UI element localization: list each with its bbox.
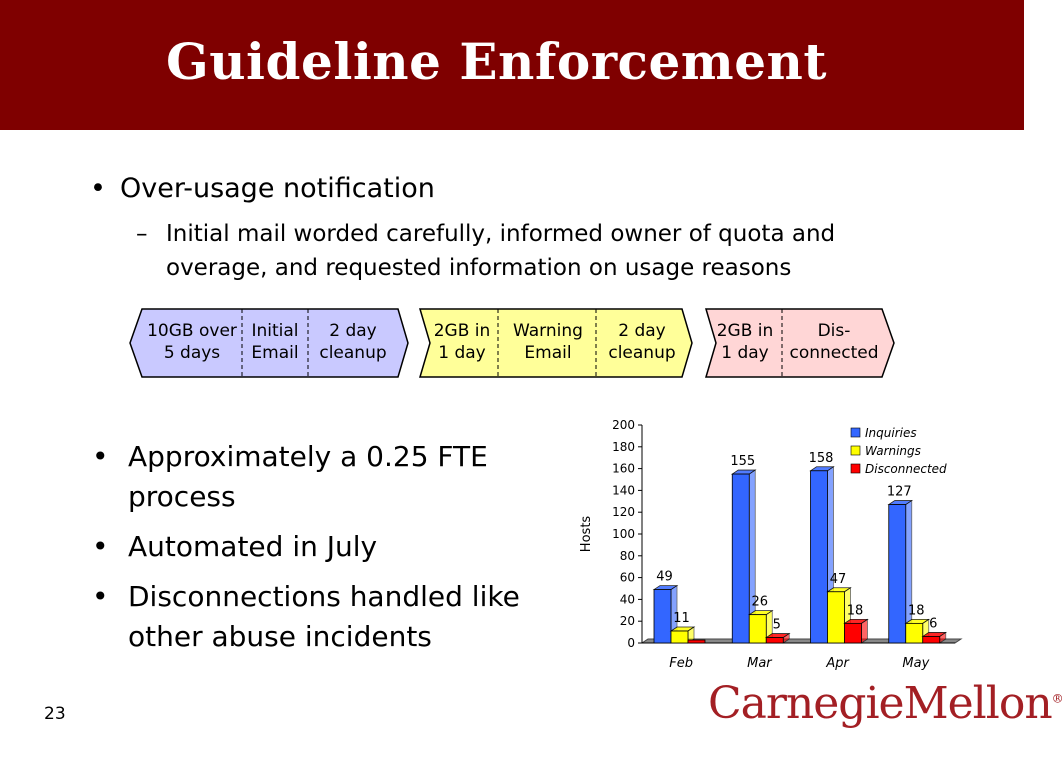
x-tick-label: Feb xyxy=(669,656,693,671)
data-label: 6 xyxy=(929,616,938,632)
carnegie-mellon-logo: CarnegieMellon® xyxy=(708,678,1063,729)
y-tick-label: 180 xyxy=(612,439,635,454)
bar-side xyxy=(862,619,868,643)
data-label: 26 xyxy=(751,594,769,610)
hosts-bar-chart xyxy=(570,410,970,680)
bullet-automated: • Automated in July xyxy=(92,530,378,563)
bullet-disconnections: • Disconnections handled like other abuse incidents xyxy=(92,580,520,653)
bar xyxy=(732,474,749,643)
bullet-over-usage xyxy=(90,169,435,208)
sub-bullet-text: Initial mail worded carefully, informed owner of quota and overage, and requested information on usage reasons xyxy=(166,221,836,281)
bar xyxy=(889,505,906,643)
legend-swatch xyxy=(851,464,860,473)
x-tick-label: Apr xyxy=(826,656,849,671)
legend-swatch xyxy=(851,446,860,455)
legend-label: Warnings xyxy=(865,444,921,458)
y-tick-label: 80 xyxy=(619,548,635,563)
bullet-list xyxy=(92,437,558,667)
bullet-fte: • Approximately a 0.25 FTE process xyxy=(92,440,488,513)
flow-step: 2 day cleanup xyxy=(608,321,676,363)
flow-step: Dis- connected xyxy=(789,321,879,363)
x-tick-label: May xyxy=(902,656,930,671)
flow-step: 2GB in 1 day xyxy=(716,321,774,363)
flow-step: Warning Email xyxy=(513,321,583,363)
y-tick-label: 60 xyxy=(619,570,635,585)
y-tick-label: 160 xyxy=(612,461,635,476)
data-label: 11 xyxy=(673,611,690,627)
bar xyxy=(654,590,671,643)
page-number: 23 xyxy=(44,704,66,724)
dash-glyph: – xyxy=(136,221,148,247)
flow-step: Initial Email xyxy=(251,321,299,363)
data-label: 5 xyxy=(772,617,781,633)
bar xyxy=(845,623,862,643)
sub-bullet-initial-mail xyxy=(136,217,926,285)
x-tick-label: Mar xyxy=(747,656,772,671)
bar xyxy=(766,638,783,643)
slide-title: Guideline Enforcement xyxy=(166,32,827,91)
bar xyxy=(811,471,828,643)
data-label: 47 xyxy=(829,571,847,587)
data-label: 49 xyxy=(656,569,673,585)
flow-step: 10GB over 5 days xyxy=(147,321,237,363)
bullet-text: Over-usage notification xyxy=(120,173,435,204)
legend-label: Disconnected xyxy=(865,462,947,476)
bar xyxy=(906,623,923,643)
y-tick-label: 140 xyxy=(612,483,635,498)
data-label: 127 xyxy=(886,484,912,500)
data-label: 18 xyxy=(846,603,864,619)
bar xyxy=(688,640,705,643)
y-tick-label: 200 xyxy=(612,418,635,432)
bullet-glyph: • xyxy=(90,173,106,204)
bar xyxy=(828,592,845,643)
flow-step: 2GB in 1 day xyxy=(433,321,491,363)
y-axis-label: Hosts xyxy=(579,515,594,553)
bar xyxy=(923,636,940,643)
bar xyxy=(749,615,766,643)
y-tick-label: 0 xyxy=(627,636,635,650)
y-tick-label: 100 xyxy=(612,527,635,541)
y-tick-label: 20 xyxy=(619,614,635,629)
y-tick-label: 120 xyxy=(612,505,635,520)
data-label: 155 xyxy=(730,454,756,470)
flow-step: 2 day cleanup xyxy=(319,321,387,363)
legend-swatch xyxy=(851,428,860,437)
data-label: 18 xyxy=(907,603,925,619)
data-label: 158 xyxy=(808,450,834,466)
y-tick-label: 40 xyxy=(619,592,635,607)
title-bar xyxy=(0,0,1024,130)
bar xyxy=(671,631,688,643)
legend-label: Inquiries xyxy=(865,426,917,440)
